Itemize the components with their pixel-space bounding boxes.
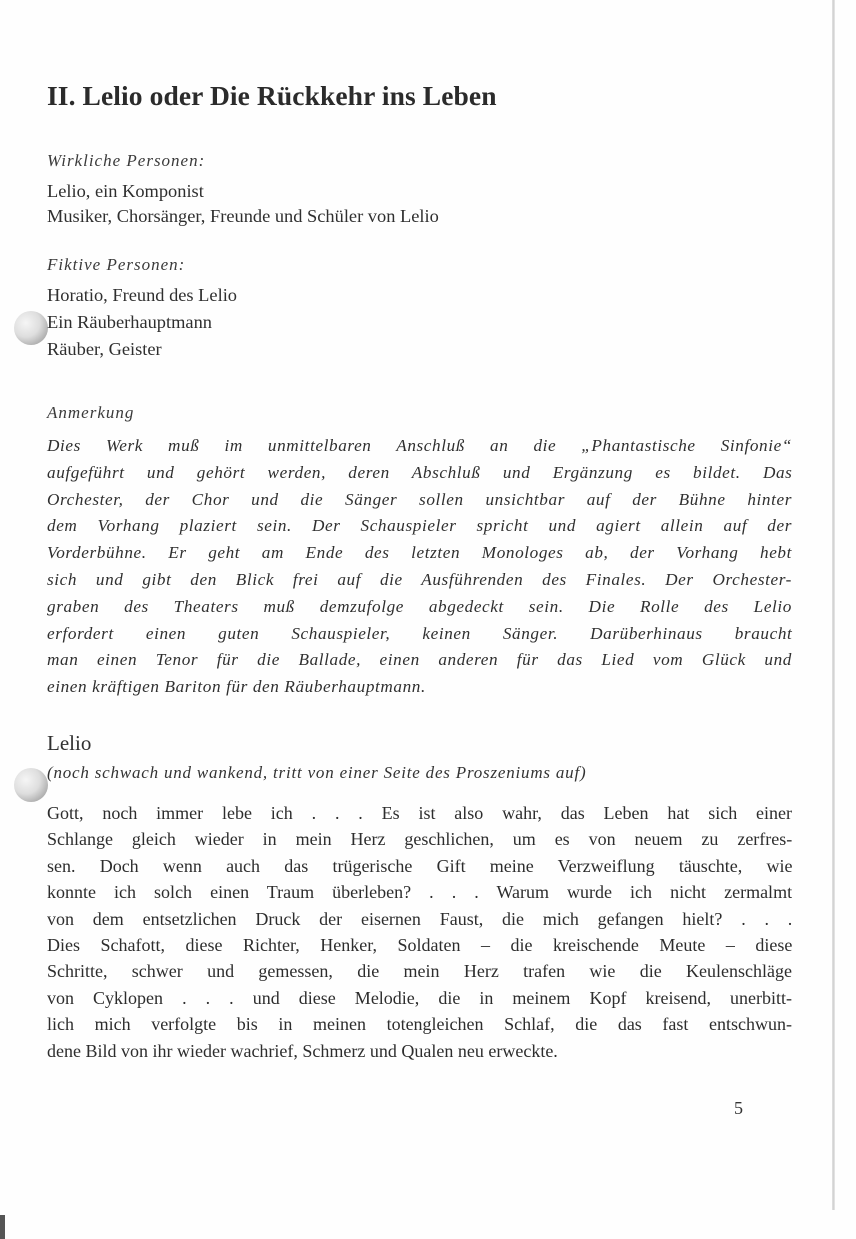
note-line: graben des Theaters muß demzufolge abgedeckt sein. Die Rolle des Lelio [47,596,792,616]
page-number: 5 [734,1098,743,1118]
real-persons-label: Wirkliche Personen: [47,151,206,170]
monologue-line: von Cyklopen . . . und diese Melodie, die in meinem Kopf kreisend, unerbitt- [47,987,792,1008]
note-line: erfordert einen guten Schauspieler, keinen Sänger. Darüberhinaus braucht [47,623,793,643]
note-line: einen kräftigen Bariton für den Räuberhauptmann. [47,677,426,697]
person-item: Ein Räuberhauptmann [47,312,212,332]
monologue-line: sen. Doch wenn auch das trügerische Gift meine Verzweiflung täuschte, wie [47,855,793,876]
monologue-line: konnte ich solch einen Traum überleben? . . . Warum wurde ich nicht zermalmt [47,882,793,903]
note-line: man einen Tenor für die Ballade, einen anderen für das Lied vom Glück und [47,650,792,670]
monologue-line: lich mich verfolgte bis in meinen totengleichen Schlaf, die das fast entschwun- [47,1014,792,1035]
monologue-line: Schlange gleich wieder in mein Herz geschlichen, um es von neuem zu zerfres- [47,829,793,850]
note-line: Dies Werk muß im unmittelbaren Anschluß an die „Phantastische Sinfonie“ [47,436,792,455]
note-line: aufgeführt und gehört werden, deren Abschluß und Ergänzung es bildet. Das [47,462,793,482]
punch-hole-icon [14,768,48,802]
person-item: Lelio, ein Komponist [47,181,204,201]
note-line: sich und gibt den Blick frei auf die Ausführenden des Finales. Der Orchester- [47,569,792,589]
monologue-line: Schritte, schwer und gemessen, die mein Herz trafen wie die Keulenschläge [47,961,792,982]
person-item: Horatio, Freund des Lelio [47,285,237,305]
note-line: dem Vorhang plaziert sein. Der Schauspieler spricht und agiert allein auf der [47,516,792,536]
monologue-line: Gott, noch immer lebe ich . . . Es ist also wahr, das Leben hat sich einer [47,803,792,823]
person-item: Musiker, Chorsänger, Freunde und Schüler von Lelio [47,206,439,226]
punch-hole-icon [14,311,48,345]
speaker-name: Lelio [47,731,92,755]
page-edge-shadow [0,1215,5,1239]
page-edge-line [832,0,835,1210]
note-label: Anmerkung [47,403,135,422]
monologue-line: Dies Schafott, diese Richter, Henker, Soldaten – die kreischende Meute – diese [47,935,793,956]
monologue-paragraph [47,800,792,1064]
person-item: Räuber, Geister [47,339,162,359]
chapter-title: II. Lelio oder Die Rückkehr ins Leben [47,80,497,111]
stage-direction: (noch schwach und wankend, tritt von einer Seite des Proszeniums auf) [47,763,587,782]
monologue-line: von dem entsetzlichen Druck der eisernen Faust, die mich gefangen hielt? . . . [47,908,793,929]
note-paragraph [47,433,792,701]
monologue-line: dene Bild von ihr wieder wachrief, Schmerz und Qualen neu erweckte. [47,1040,558,1061]
note-line: Vorderbühne. Er geht am Ende des letzten Monologes ab, der Vorhang hebt [47,543,792,563]
fictive-persons-label: Fiktive Personen: [47,255,186,274]
note-line: Orchester, der Chor und die Sänger sollen unsichtbar auf der Bühne hinter [47,489,792,509]
